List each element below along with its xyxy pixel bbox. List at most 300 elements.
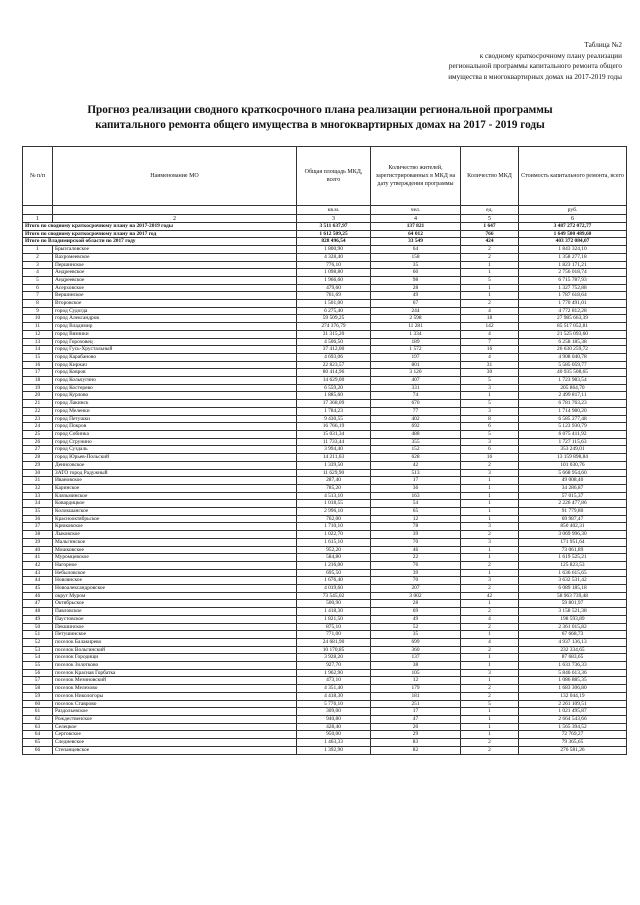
row-cost: 3 069 996,30 [519, 531, 627, 539]
row-mkd: 1 [461, 508, 519, 516]
row-area: 1 615,10 [297, 538, 371, 546]
row-area: 16 766,19 [297, 423, 371, 431]
row-name: город Курлово [53, 392, 297, 400]
row-cost: 3 632 531,42 [519, 577, 627, 585]
row-area: 1 710,10 [297, 523, 371, 531]
row-name: Пекшинское [53, 623, 297, 631]
row-number: 55 [23, 662, 53, 670]
row-number: 7 [23, 292, 53, 300]
row-area: 10 170,85 [297, 646, 371, 654]
row-number: 42 [23, 561, 53, 569]
row-number: 47 [23, 600, 53, 608]
row-cost: 59 801,97 [519, 600, 627, 608]
table-row [23, 669, 627, 677]
row-mkd: 1 [461, 631, 519, 639]
row-cost: 1 358 277,18 [519, 253, 627, 261]
row-residents: 74 [371, 392, 461, 400]
row-name: Колокшанское [53, 508, 297, 516]
table-row [23, 546, 627, 554]
row-area: 1 022,70 [297, 531, 371, 539]
header-row [23, 147, 627, 206]
row-cost: 1 823 171,21 [519, 261, 627, 269]
header-area: Общая площадь МКД, всего [297, 147, 371, 206]
forecast-table [22, 146, 627, 755]
row-cost: 4 908 040,78 [519, 353, 627, 361]
row-mkd: 5 [461, 276, 519, 284]
row-cost: 1 683 306,80 [519, 685, 627, 693]
row-area: 287,40 [297, 477, 371, 485]
row-cost: 132 044,19 [519, 692, 627, 700]
row-number: 43 [23, 569, 53, 577]
row-area: 473,10 [297, 677, 371, 685]
unit-residents: чел. [371, 206, 461, 215]
table-row [23, 515, 627, 523]
row-name: город Владимир [53, 323, 297, 331]
row-area: 761,69 [297, 292, 371, 300]
row-mkd: 1 [461, 484, 519, 492]
row-cost: 1 770 491,01 [519, 300, 627, 308]
row-mkd: 31 [461, 361, 519, 369]
table-row [23, 623, 627, 631]
row-area: 940,80 [297, 716, 371, 724]
row-residents: 355 [371, 438, 461, 446]
row-area: 15 031,34 [297, 430, 371, 438]
row-mkd: 3 [461, 407, 519, 415]
row-residents: 12 [371, 677, 461, 685]
row-name: Новоалександровское [53, 585, 297, 593]
row-area: 14 211,63 [297, 454, 371, 462]
row-cost: 171 951,64 [519, 538, 627, 546]
row-name: город Кольчугино [53, 377, 297, 385]
row-name: Брызгаловское [53, 246, 297, 254]
table-row [23, 554, 627, 562]
row-mkd: 4 [461, 330, 519, 338]
table-row [23, 392, 627, 400]
row-cost: 3 158 521,38 [519, 608, 627, 616]
row-name: Вахромеевское [53, 253, 297, 261]
table-row [23, 461, 627, 469]
table-row [23, 407, 627, 415]
row-cost: 5 668 954,60 [519, 469, 627, 477]
row-residents: 670 [371, 400, 461, 408]
row-number: 59 [23, 692, 53, 700]
row-residents: 64 [371, 246, 461, 254]
row-mkd: 1 [461, 716, 519, 724]
row-mkd: 1 [461, 392, 519, 400]
row-number: 50 [23, 623, 53, 631]
row-area: 11 733,44 [297, 438, 371, 446]
row-residents: 105 [371, 669, 461, 677]
row-residents: 692 [371, 423, 461, 431]
row-number: 1 [23, 246, 53, 254]
row-cost: 1 565 394,52 [519, 723, 627, 731]
row-name: Каринское [53, 484, 297, 492]
row-number: 48 [23, 608, 53, 616]
table-row [23, 361, 627, 369]
row-mkd: 3 [461, 523, 519, 531]
row-mkd: 3 [461, 538, 519, 546]
row-name: Новлянское [53, 577, 297, 585]
row-name: Следневское [53, 739, 297, 747]
row-number: 25 [23, 430, 53, 438]
row-name: ЗАТО город Радужный [53, 469, 297, 477]
row-area: 1 098,80 [297, 269, 371, 277]
row-residents: 49 [371, 615, 461, 623]
row-name: поселок Балакирево [53, 638, 297, 646]
table-row [23, 723, 627, 731]
row-cost: 34 286,87 [519, 484, 627, 492]
row-number: 36 [23, 515, 53, 523]
row-number: 30 [23, 469, 53, 477]
row-residents: 78 [371, 523, 461, 531]
table-row [23, 330, 627, 338]
row-number: 44 [23, 577, 53, 585]
row-cost: 6 715 787,93 [519, 276, 627, 284]
row-residents: 54 [371, 500, 461, 508]
table-row [23, 685, 627, 693]
row-cost: 6 781 763,23 [519, 400, 627, 408]
row-number: 54 [23, 654, 53, 662]
row-number: 19 [23, 384, 53, 392]
table-row [23, 346, 627, 354]
row-mkd: 5 [461, 400, 519, 408]
row-area: 500,90 [297, 600, 371, 608]
row-cost: 1 021 495,87 [519, 708, 627, 716]
row-cost: 101 030,76 [519, 461, 627, 469]
units-row [23, 206, 627, 215]
table-row [23, 646, 627, 654]
row-name: город Киржач [53, 361, 297, 369]
row-residents: 360 [371, 646, 461, 654]
row-area: 2 996,10 [297, 508, 371, 516]
row-area: 4 506,50 [297, 338, 371, 346]
row-cost: 91 779,80 [519, 508, 627, 516]
row-cost: 5 585 059,77 [519, 361, 627, 369]
row-name: Степанцевское [53, 746, 297, 754]
row-name: поселок Мезиновский [53, 677, 297, 685]
row-cost: 2 499 817,11 [519, 392, 627, 400]
row-area: 695,50 [297, 569, 371, 577]
row-cost: 85 517 052,81 [519, 323, 627, 331]
row-cost: 1 619 525,21 [519, 554, 627, 562]
row-cost: 87 683,65 [519, 654, 627, 662]
row-name: город Петушки [53, 415, 297, 423]
summary-residents: 137 821 [371, 223, 461, 231]
row-cost: 6 585 277,48 [519, 415, 627, 423]
row-residents: 35 [371, 261, 461, 269]
row-residents: 69 [371, 608, 461, 616]
row-cost: 2 226 477,86 [519, 500, 627, 508]
row-cost: 6 075 411,92 [519, 430, 627, 438]
row-cost: 40 935 508,65 [519, 369, 627, 377]
row-number: 45 [23, 585, 53, 593]
row-cost: 1 787 618,64 [519, 292, 627, 300]
row-area: 785,20 [297, 484, 371, 492]
row-cost: 353 249,01 [519, 446, 627, 454]
row-mkd: 4 [461, 615, 519, 623]
row-mkd: 6 [461, 446, 519, 454]
summary-label: Итого по Владимирской области по 2017 году [23, 238, 297, 246]
row-number: 38 [23, 531, 53, 539]
table-row [23, 500, 627, 508]
colnum-5: 5 [461, 215, 519, 223]
row-name: поселок Золотково [53, 662, 297, 670]
row-cost: 6 258 185,38 [519, 338, 627, 346]
row-cost: 57 015,37 [519, 492, 627, 500]
header-mkd: Количество МКД [461, 147, 519, 206]
row-name: Андреевское [53, 269, 297, 277]
row-mkd: 1 [461, 708, 519, 716]
row-area: 1 966,60 [297, 276, 371, 284]
header-residents: Количество жителей, зарегистрированных в МКД на дату утверждения программы [371, 147, 461, 206]
row-name: город Струнино [53, 438, 297, 446]
row-name: поселок Никологоры [53, 692, 297, 700]
row-number: 21 [23, 400, 53, 408]
row-area: 776,10 [297, 261, 371, 269]
table-row [23, 662, 627, 670]
table-row [23, 746, 627, 754]
row-area: 584,80 [297, 554, 371, 562]
row-number: 3 [23, 261, 53, 269]
caption-line-1: Таблица №2 [584, 41, 622, 49]
row-name: город Судогда [53, 307, 297, 315]
row-number: 8 [23, 300, 53, 308]
row-mkd: 2 [461, 746, 519, 754]
caption-line-4: имущества в многоквартирных домах на 2017-2019 годы [448, 72, 622, 81]
row-area: 1 885,60 [297, 392, 371, 400]
table-row [23, 592, 627, 600]
row-cost: 232 334,65 [519, 646, 627, 654]
row-mkd: 16 [461, 346, 519, 354]
row-number: 62 [23, 716, 53, 724]
row-residents: 12 [371, 515, 461, 523]
row-cost: 850 402,31 [519, 523, 627, 531]
row-area: 1 501,00 [297, 300, 371, 308]
row-mkd: 2 [461, 531, 519, 539]
row-number: 65 [23, 739, 53, 747]
row-name: Вершинское [53, 292, 297, 300]
table-row [23, 284, 627, 292]
row-cost: 21 525 093,60 [519, 330, 627, 338]
row-number: 17 [23, 369, 53, 377]
row-number: 66 [23, 746, 53, 754]
row-mkd: 1 [461, 569, 519, 577]
summary-area: 828 496,54 [297, 238, 371, 246]
row-area: 952,20 [297, 546, 371, 554]
row-mkd: 4 [461, 638, 519, 646]
table-row [23, 384, 627, 392]
row-cost: 26 630 259,72 [519, 346, 627, 354]
row-name: Небыловское [53, 569, 297, 577]
row-mkd: 18 [461, 315, 519, 323]
row-mkd: 4 [461, 307, 519, 315]
title-line-1: Прогноз реализации сводного краткосрочного плана реализации региональной программы [87, 104, 553, 116]
row-number: 33 [23, 492, 53, 500]
row-name: город Покров [53, 423, 297, 431]
row-name: город Карабаново [53, 353, 297, 361]
row-name: Второвское [53, 300, 297, 308]
row-residents: 407 [371, 377, 461, 385]
row-residents: 67 [371, 300, 461, 308]
summary-cost: 1 649 500 489,60 [519, 230, 627, 238]
row-residents: 179 [371, 685, 461, 693]
row-mkd: 2 [461, 646, 519, 654]
row-residents: 152 [371, 446, 461, 454]
row-area: 1 784,23 [297, 407, 371, 415]
row-name: Денисовское [53, 461, 297, 469]
row-area: 762,00 [297, 515, 371, 523]
table-row [23, 731, 627, 739]
row-number: 28 [23, 454, 53, 462]
row-mkd: 2 [461, 585, 519, 593]
row-mkd: 1 [461, 500, 519, 508]
summary-row [23, 230, 627, 238]
row-residents: 82 [371, 746, 461, 754]
row-name: Муромцевское [53, 554, 297, 562]
row-mkd: 2 [461, 692, 519, 700]
row-number: 23 [23, 415, 53, 423]
table-row [23, 269, 627, 277]
row-mkd: 1 [461, 261, 519, 269]
table-row [23, 469, 627, 477]
table-row [23, 446, 627, 454]
row-residents: 83 [371, 739, 461, 747]
table-row [23, 508, 627, 516]
row-name: город Александров [53, 315, 297, 323]
row-residents: 2 598 [371, 315, 461, 323]
row-number: 12 [23, 330, 53, 338]
row-number: 31 [23, 477, 53, 485]
row-residents: 163 [371, 492, 461, 500]
row-name: поселок Городищи [53, 654, 297, 662]
row-mkd: 5 [461, 700, 519, 708]
row-name: поселок Вольгинский [53, 646, 297, 654]
row-number: 64 [23, 731, 53, 739]
row-number: 9 [23, 307, 53, 315]
row-cost: 276 581,26 [519, 746, 627, 754]
row-residents: 20 [371, 723, 461, 731]
row-residents: 22 [371, 554, 461, 562]
row-mkd: 2 [461, 739, 519, 747]
row-mkd: 3 [461, 438, 519, 446]
row-mkd: 142 [461, 323, 519, 331]
row-number: 51 [23, 631, 53, 639]
table-row [23, 415, 627, 423]
row-mkd: 1 [461, 477, 519, 485]
header-name: Наименование МО [53, 147, 297, 206]
row-mkd: 8 [461, 415, 519, 423]
row-residents: 801 [371, 361, 461, 369]
row-name: город Собинка [53, 430, 297, 438]
row-name: Андреевское [53, 276, 297, 284]
row-name: Мошковское [53, 546, 297, 554]
summary-area: 3 511 637,97 [297, 223, 371, 231]
table-row [23, 438, 627, 446]
row-cost: 72 769,27 [519, 731, 627, 739]
caption-line-2: к сводному краткосрочному плану реализации [479, 51, 622, 60]
row-residents: 197 [371, 353, 461, 361]
row-area: 5 776,10 [297, 700, 371, 708]
row-name: Серговское [53, 731, 297, 739]
row-number: 26 [23, 438, 53, 446]
row-residents: 3 002 [371, 592, 461, 600]
row-name: Петушинское [53, 631, 297, 639]
row-mkd: 5 [461, 430, 519, 438]
row-number: 29 [23, 461, 53, 469]
row-residents: 28 [371, 284, 461, 292]
row-number: 52 [23, 638, 53, 646]
table-row [23, 315, 627, 323]
table-row [23, 700, 627, 708]
table-row [23, 538, 627, 546]
row-residents: 77 [371, 407, 461, 415]
row-cost: 1 723 983,54 [519, 377, 627, 385]
row-area: 1 392,90 [297, 746, 371, 754]
table-row [23, 708, 627, 716]
table-row [23, 615, 627, 623]
row-residents: 52 [371, 623, 461, 631]
row-number: 32 [23, 484, 53, 492]
row-mkd: 2 [461, 561, 519, 569]
row-number: 13 [23, 338, 53, 346]
colnum-3: 3 [297, 215, 371, 223]
row-name: Клязьминское [53, 492, 297, 500]
colnum-1: 1 [23, 215, 53, 223]
summary-mkd: 766 [461, 230, 519, 238]
row-residents: 402 [371, 415, 461, 423]
row-area: 4 418,30 [297, 692, 371, 700]
row-area: 274 376,79 [297, 323, 371, 331]
row-number: 15 [23, 353, 53, 361]
table-row [23, 692, 627, 700]
row-name: город Костерево [53, 384, 297, 392]
table-row [23, 577, 627, 585]
row-name: город Гусь-Хрустальный [53, 346, 297, 354]
table-row [23, 400, 627, 408]
row-area: 24 681,90 [297, 638, 371, 646]
row-mkd: 2 [461, 623, 519, 631]
row-number: 14 [23, 346, 53, 354]
row-number: 60 [23, 700, 53, 708]
row-residents: 76 [371, 561, 461, 569]
table-row [23, 353, 627, 361]
row-name: Краснооктябрьское [53, 515, 297, 523]
row-cost: 1 727 115,63 [519, 438, 627, 446]
row-number: 49 [23, 615, 53, 623]
row-area: 1 463,33 [297, 739, 371, 747]
row-number: 16 [23, 361, 53, 369]
colnum-6: 6 [519, 215, 627, 223]
row-residents: 47 [371, 716, 461, 724]
row-number: 11 [23, 323, 53, 331]
row-mkd: 2 [461, 461, 519, 469]
table-row [23, 323, 627, 331]
row-name: поселок Ставрово [53, 700, 297, 708]
row-number: 41 [23, 554, 53, 562]
row-area: 4 351,40 [297, 685, 371, 693]
row-mkd: 2 [461, 608, 519, 616]
row-residents: 49 [371, 292, 461, 300]
row-residents: 699 [371, 638, 461, 646]
row-area: 6 559,20 [297, 384, 371, 392]
row-mkd: 2 [461, 253, 519, 261]
row-area: 11 629,90 [297, 469, 371, 477]
caption-line-3: региональной программы капитального ремонта общего [448, 62, 622, 70]
row-number: 46 [23, 592, 53, 600]
table-row [23, 423, 627, 431]
table-row [23, 654, 627, 662]
row-cost: 4 937 136,13 [519, 638, 627, 646]
